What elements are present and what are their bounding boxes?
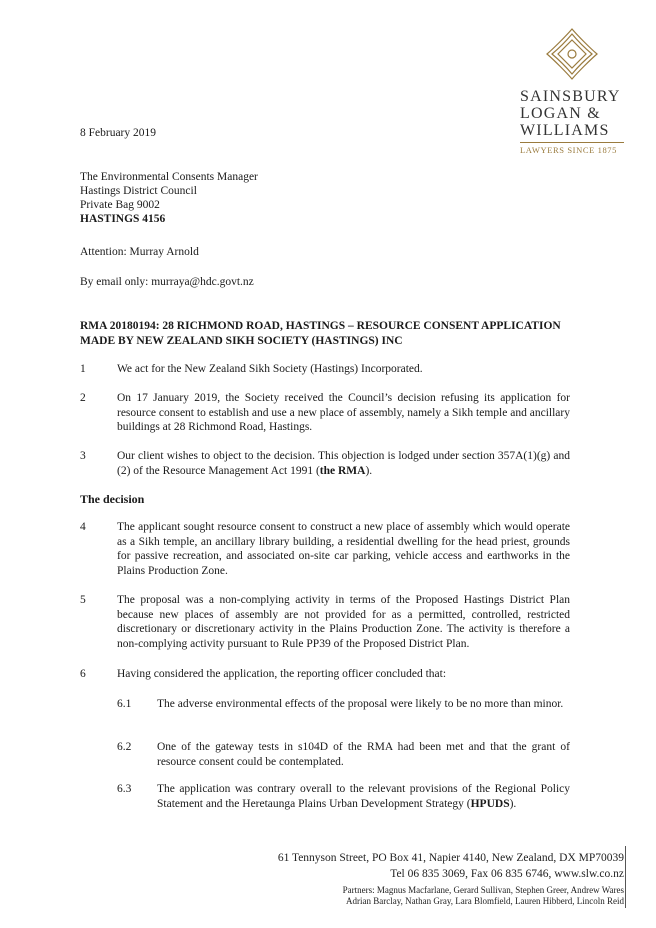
subparagraph-text-part: The application was contrary overall to the relevant provisions of the Regional Policy Statement and the Heretaunga Plains Urban Development Strategy ( xyxy=(157,783,570,810)
paragraph-number: 3 xyxy=(80,450,86,462)
subparagraph xyxy=(117,697,570,712)
paragraph xyxy=(80,362,570,377)
letter-date: 8 February 2019 xyxy=(80,127,157,139)
paragraph xyxy=(80,667,570,682)
recipient-line: Private Bag 9002 xyxy=(80,199,160,211)
logo-emblem-icon xyxy=(544,26,600,82)
paragraph-number: 2 xyxy=(80,392,86,404)
subparagraph-number: 6.3 xyxy=(117,783,132,795)
section-heading: The decision xyxy=(80,492,145,506)
subparagraph-number: 6.1 xyxy=(117,698,132,710)
recipient-address xyxy=(80,170,258,226)
paragraph-number: 5 xyxy=(80,594,86,606)
recipient-line: HASTINGS 4156 xyxy=(80,213,166,225)
paragraph-number: 4 xyxy=(80,521,86,533)
firm-name xyxy=(520,88,624,139)
subparagraph-text: The adverse environmental effects of the proposal were likely to be no more than minor. xyxy=(157,698,564,710)
paragraph xyxy=(80,391,570,435)
paragraph-text: The proposal was a non-complying activity in terms of the Proposed Hastings District Plan because new places of assembly are not provided for as a permitted, controlled, restricted discretionary or discretionary activity in the Plains Production Zone. The activity is therefore a non-complying activity pursuant to Rule PP39 of the Proposed District Plan. xyxy=(117,594,570,650)
firm-tagline: LAWYERS SINCE 1875 xyxy=(520,142,624,155)
paragraph xyxy=(80,520,570,578)
recipient-line: The Environmental Consents Manager xyxy=(80,171,258,183)
paragraph-text xyxy=(117,449,570,478)
email-line: By email only: murraya@hdc.govt.nz xyxy=(80,276,254,288)
subparagraph-number: 6.2 xyxy=(117,741,132,753)
paragraph xyxy=(80,449,570,478)
paragraph-number: 6 xyxy=(80,668,86,680)
letter-subject: RMA 20180194: 28 RICHMOND ROAD, HASTINGS – RESOURCE CONSENT APPLICATION MADE BY NEW ZEALAND SIKH SOCIETY (HASTINGS) INC xyxy=(80,320,561,347)
defined-term: the RMA xyxy=(319,464,366,477)
firm-name-line-3: WILLIAMS xyxy=(520,122,610,139)
letterhead-footer xyxy=(278,850,624,907)
defined-term: HPUDS xyxy=(470,797,510,810)
attention-line: Attention: Murray Arnold xyxy=(80,246,199,258)
paragraph-text-part: Our client wishes to object to the decision. This objection is lodged under section 357A(1)(g) and (2) of the Resource Management Act 1991 ( xyxy=(117,450,570,477)
footer-divider xyxy=(625,846,626,908)
footer-contact: Tel 06 835 3069, Fax 06 835 6746, www.slw.co.nz xyxy=(390,868,624,880)
paragraph-text: On 17 January 2019, the Society received the Council’s decision refusing its application for resource consent to establish and use a new place of assembly, namely a Sikh temple and ancillary buildings at 28 Richmond Road, Hastings. xyxy=(117,392,570,433)
paragraph-number: 1 xyxy=(80,363,86,375)
paragraph-text-part: ). xyxy=(365,464,373,477)
subparagraph xyxy=(117,782,570,811)
firm-logo xyxy=(520,26,624,155)
footer-partners-line: Adrian Barclay, Nathan Gray, Lara Blomfield, Lauren Hibberd, Lincoln Reid xyxy=(346,896,624,906)
recipient-line: Hastings District Council xyxy=(80,185,197,197)
paragraph xyxy=(80,593,570,651)
subparagraph-text: One of the gateway tests in s104D of the RMA had been met and that the grant of resource consent could be contemplated. xyxy=(157,741,570,768)
subparagraph-text xyxy=(157,782,570,811)
subparagraph-text-part: ). xyxy=(509,797,517,810)
paragraph-text: Having considered the application, the reporting officer concluded that: xyxy=(117,668,447,680)
footer-partners-line: Partners: Magnus Macfarlane, Gerard Sullivan, Stephen Greer, Andrew Wares xyxy=(342,885,624,895)
firm-name-line-1: SAINSBURY xyxy=(520,88,621,105)
firm-name-line-2: LOGAN & xyxy=(520,105,601,122)
footer-address: 61 Tennyson Street, PO Box 41, Napier 4140, New Zealand, DX MP70039 xyxy=(277,852,624,864)
footer-partners xyxy=(278,885,624,907)
paragraph-text: The applicant sought resource consent to construct a new place of assembly which would operate as a Sikh temple, an ancillary library building, a residential dwelling for the head priest, grounds for passive recreation, and associated on-site car parking, vehicle access and earthworks in the Plains Production Zone. xyxy=(117,521,570,577)
subparagraph xyxy=(117,740,570,769)
paragraph-text: We act for the New Zealand Sikh Society (Hastings) Incorporated. xyxy=(117,363,423,375)
